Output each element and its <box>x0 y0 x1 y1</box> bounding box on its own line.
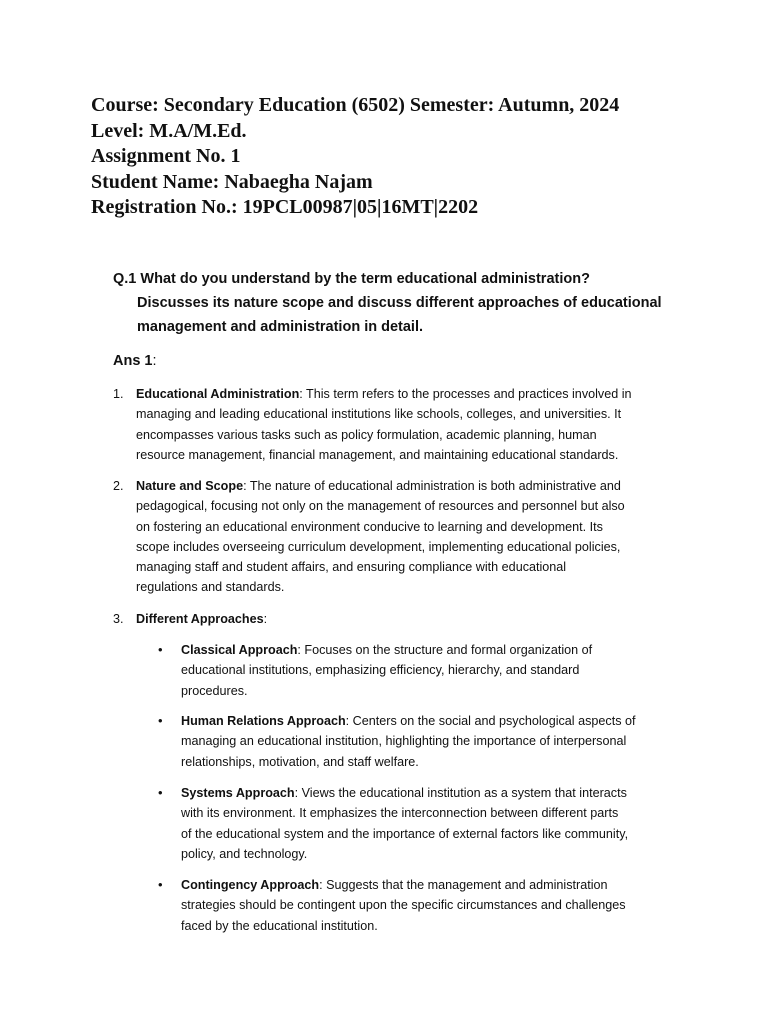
bullet-first-text: : Views the educational institution as a system that interacts <box>294 786 627 800</box>
bullet-term: Systems Approach <box>181 786 295 800</box>
bullet-line: managing an educational institution, highlighting the importance of interpersonal <box>181 734 627 749</box>
bullet-dot: • <box>158 642 163 657</box>
bullet-term: Contingency Approach <box>181 878 320 892</box>
bullet-first-line <box>181 875 701 895</box>
answer-label-text: Ans 1 <box>113 353 153 369</box>
bullet-dot: • <box>158 877 163 892</box>
assignment-line: Assignment No. 1 <box>91 145 241 167</box>
bullet-first-line <box>181 783 701 803</box>
bullet-line: procedures. <box>181 683 248 698</box>
bullet-line: of the educational system and the importance of external factors like community, <box>181 826 629 841</box>
item-number: 1. <box>113 387 124 401</box>
item-first-text: : This term refers to the processes and practices involved in <box>299 387 632 401</box>
item-line: pedagogical, focusing not only on the management of resources and personnel but also <box>136 499 625 514</box>
level-line: Level: M.A/M.Ed. <box>91 119 247 142</box>
item-content <box>136 476 696 598</box>
bullet-first-text: : Centers on the social and psychological aspects of <box>345 714 636 728</box>
bullet-line: policy, and technology. <box>181 846 308 861</box>
item-term: Nature and Scope <box>136 479 244 493</box>
item-number: 3. <box>113 612 124 626</box>
course-line: Course: Secondary Education (6502) Semester: Autumn, 2024 <box>91 94 620 116</box>
question-line-3: management and administration in detail. <box>137 319 424 335</box>
item-line: regulations and standards. <box>136 580 285 595</box>
item-first-line <box>136 384 696 404</box>
bullet-first-line <box>181 640 701 660</box>
item-number: 2. <box>113 479 124 493</box>
bullet-content <box>181 875 701 936</box>
item-content <box>136 384 696 465</box>
answer-label-colon: : <box>152 353 157 369</box>
item-line: resource management, financial management, and maintaining educational standards. <box>136 447 619 462</box>
bullet-line: strategies should be contingent upon the specific circumstances and challenges <box>181 898 626 913</box>
bullet-line: with its environment. It emphasizes the interconnection between different parts <box>181 806 619 821</box>
student-name-line: Student Name: Nabaegha Najam <box>91 170 373 193</box>
item-line: managing staff and student affairs, and ensuring compliance with educational <box>136 560 567 575</box>
item-first-line <box>136 609 696 629</box>
bullet-first-text: : Suggests that the management and administration <box>319 878 608 892</box>
bullet-first-text: : Focuses on the structure and formal organization of <box>297 643 593 657</box>
bullet-first-line <box>181 711 701 731</box>
item-line: scope includes overseeing curriculum development, implementing educational policies, <box>136 539 621 554</box>
bullet-content <box>181 711 701 772</box>
item-first-line <box>136 476 696 496</box>
bullet-line: faced by the educational institution. <box>181 918 378 933</box>
bullet-term: Human Relations Approach <box>181 714 346 728</box>
item-line: managing and leading educational institutions like schools, colleges, and universities. It <box>136 407 622 422</box>
question-heading <box>113 267 703 339</box>
item-line: encompasses various tasks such as policy formulation, academic planning, human <box>136 427 597 442</box>
question-line-1: Q.1 What do you understand by the term educational administration? <box>113 271 590 287</box>
registration-line: Registration No.: 19PCL00987|05|16MT|2202 <box>91 196 479 218</box>
item-content <box>136 609 696 629</box>
bullet-dot: • <box>158 785 163 800</box>
item-first-text: : <box>263 612 268 626</box>
bullet-line: educational institutions, emphasizing efficiency, hierarchy, and standard <box>181 663 580 678</box>
bullet-line: relationships, motivation, and staff welfare. <box>181 754 419 769</box>
item-term: Different Approaches <box>136 612 264 626</box>
bullet-content <box>181 783 701 864</box>
item-term: Educational Administration <box>136 387 300 401</box>
question-line-2: Discusses its nature scope and discuss different approaches of educational <box>137 295 662 311</box>
item-first-text: : The nature of educational administration is both administrative and <box>243 479 621 493</box>
item-line: on fostering an educational environment conducive to learning and development. Its <box>136 519 603 534</box>
bullet-term: Classical Approach <box>181 643 298 657</box>
bullet-content <box>181 640 701 701</box>
answer-label <box>113 350 157 372</box>
document-header <box>91 93 619 221</box>
bullet-dot: • <box>158 713 163 728</box>
